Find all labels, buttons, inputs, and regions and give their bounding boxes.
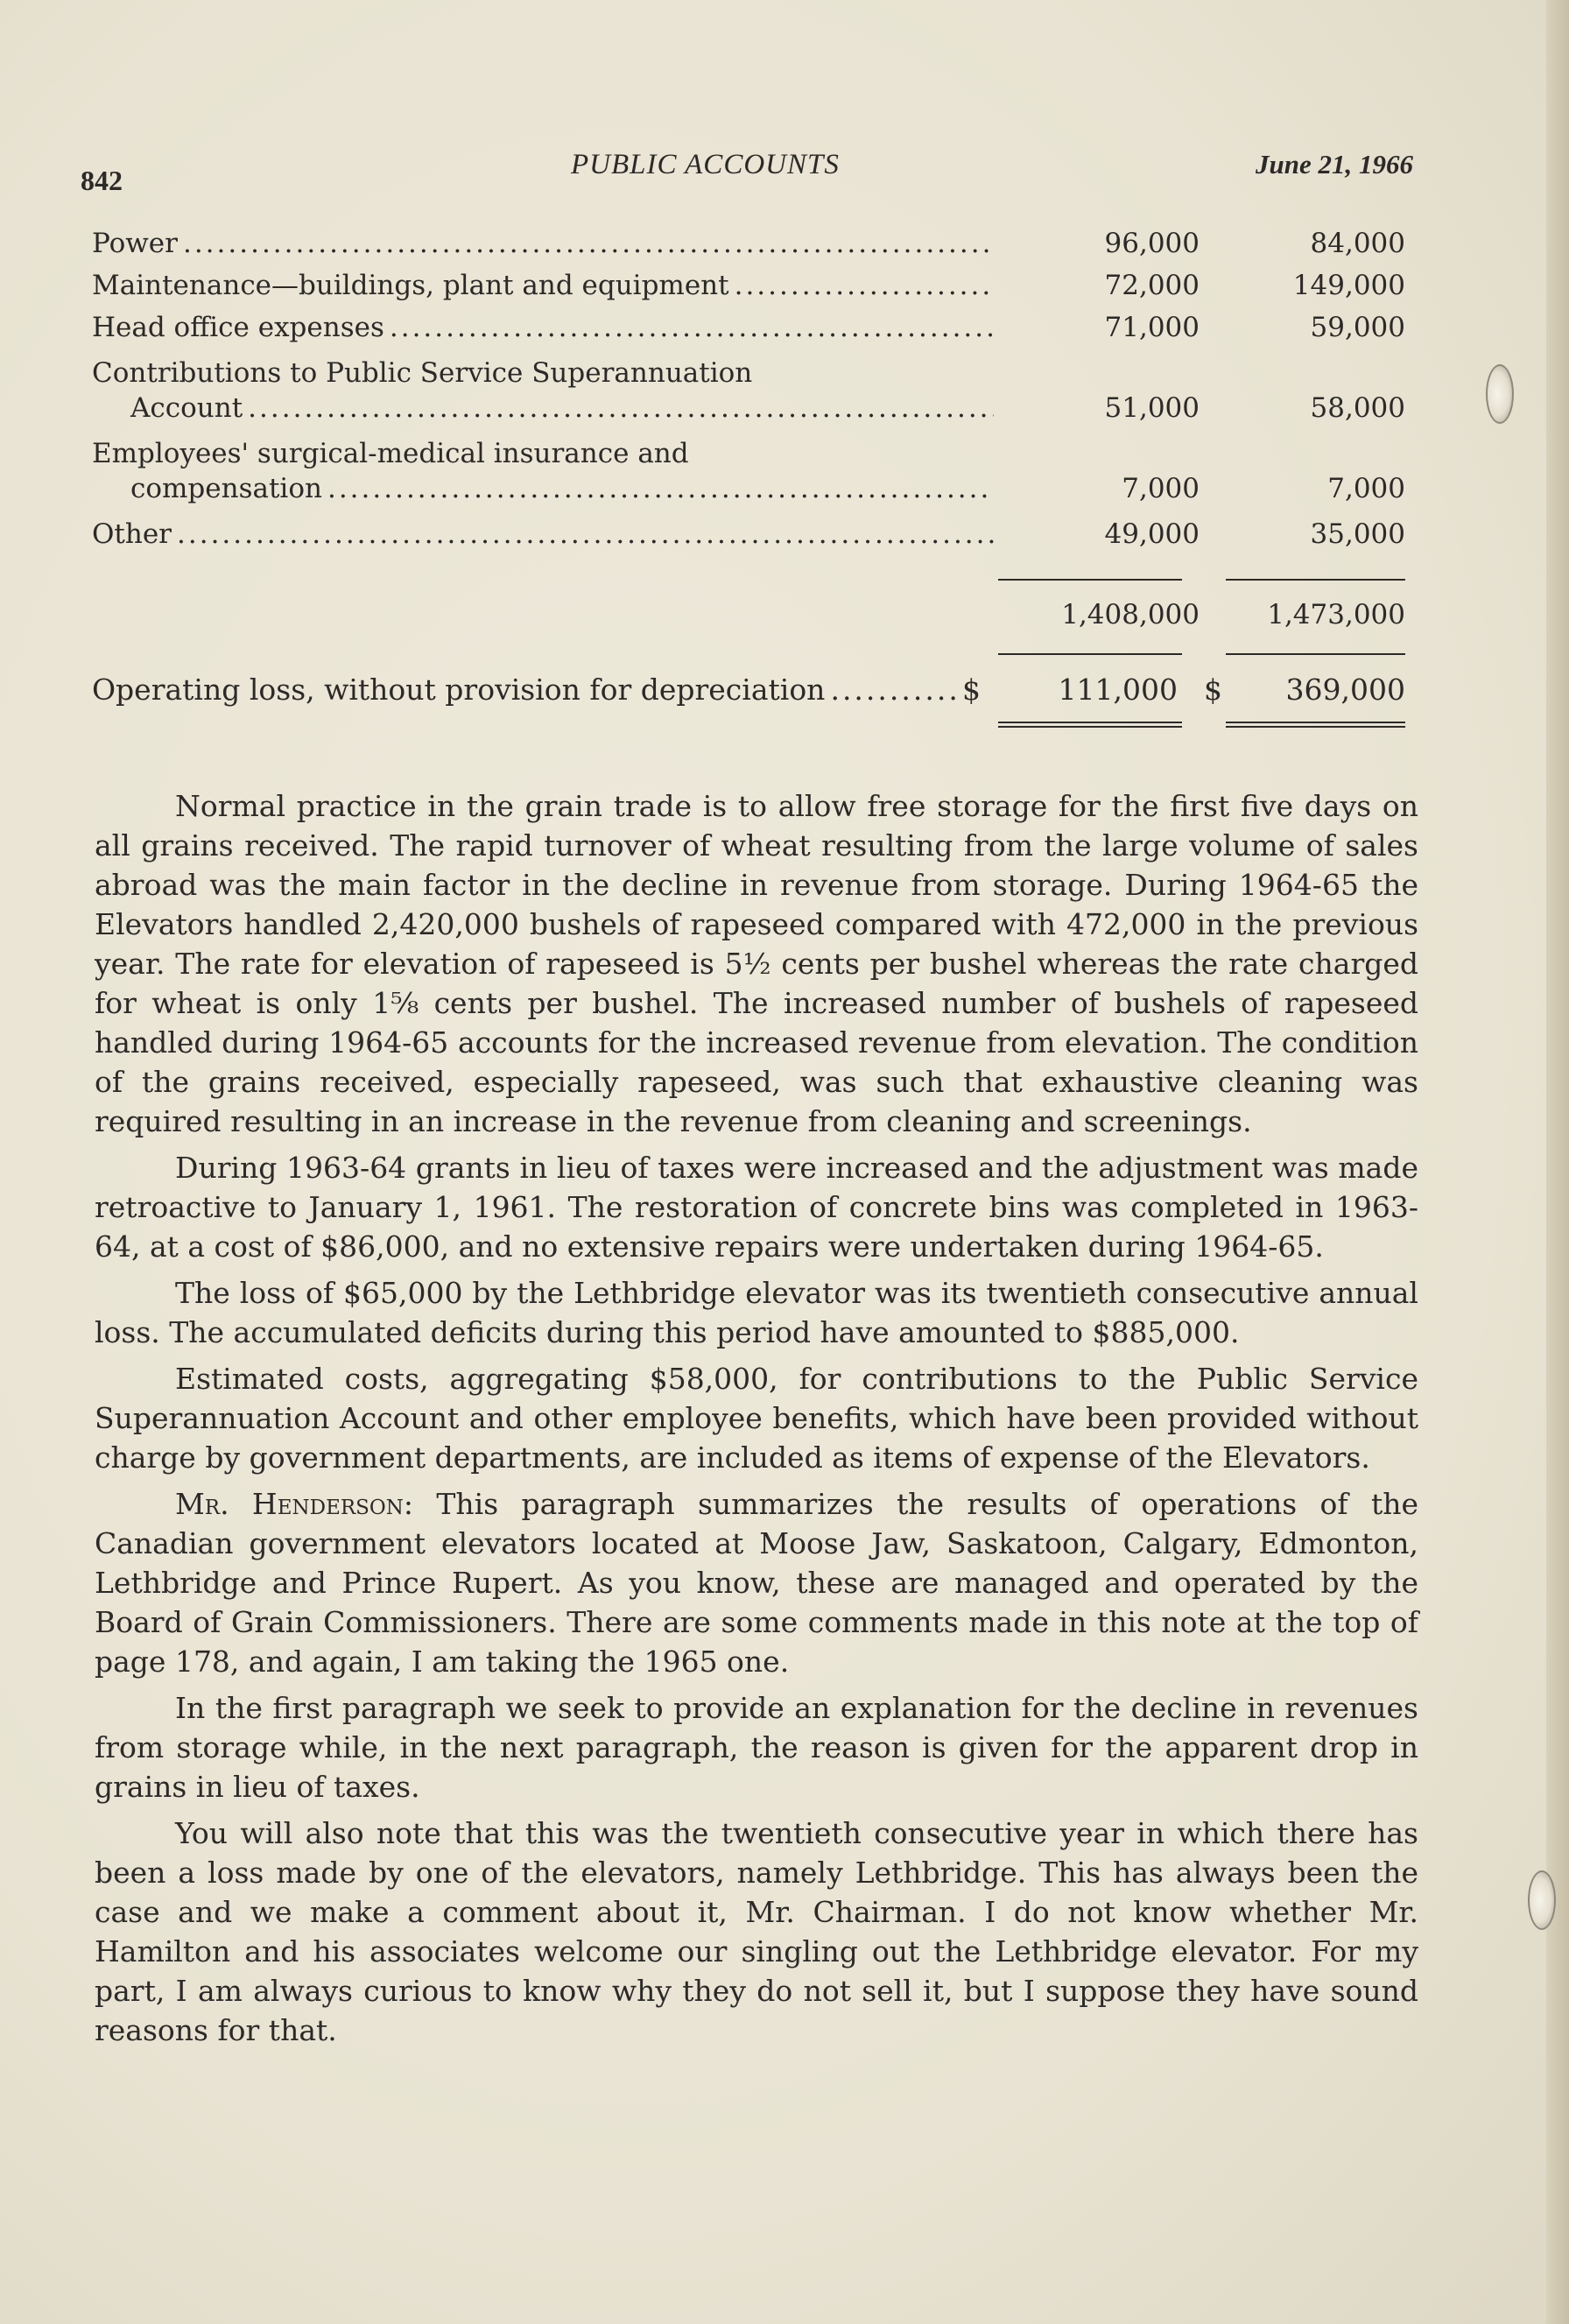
page-header xyxy=(81,149,1413,201)
dot-leader xyxy=(248,391,994,426)
value-1965: 49,000 xyxy=(1104,518,1200,550)
row-label-continuation: Account xyxy=(130,392,243,424)
value-1965: 7,000 xyxy=(1122,473,1200,504)
table-row xyxy=(92,303,1405,345)
value-1965: 96,000 xyxy=(1104,228,1200,259)
binder-hole xyxy=(1528,1870,1556,1930)
value-1964: 35,000 xyxy=(1310,518,1405,550)
body-text xyxy=(95,786,1418,2057)
operating-loss-row xyxy=(92,673,1405,707)
table-row xyxy=(92,219,1405,261)
dot-leader xyxy=(183,226,994,261)
value-1964: 7,000 xyxy=(1327,473,1405,504)
paragraph: Estimated costs, aggregating $58,000, for contributions to the Public Service Superannuation Account and other employee benefits, which have been provided without charge by government departments, are included as items of expense of the Elevators. xyxy=(95,1362,1418,1475)
table-row xyxy=(92,506,1405,552)
value-1964: 84,000 xyxy=(1310,228,1405,259)
value-1965: 51,000 xyxy=(1104,392,1200,424)
paragraph: Normal practice in the grain trade is to allow free storage for the first five days on all grains received. The rapid turnover of wheat resulting from the large volume of sales abroad was the main factor in the decline in revenue from storage. During 1964-65 the Elevators handled 2,420,000 bushels of rapeseed compared with 472,000 in the previous year. The rate for elevation of rapeseed is 5½ cents per bushel whereas the rate charged for wheat is only 1⅝ cents per bushel. The increased number of bushels of rapeseed handled during 1964-65 accounts for the increased revenue from elevation. The condition of the grains received, especially rapeseed, was such that exhaustive cleaning was required resulting in an increase in the revenue from cleaning and screenings. xyxy=(95,789,1418,1138)
row-label: Head office expenses xyxy=(92,312,384,343)
row-label-continuation: compensation xyxy=(130,473,322,504)
paragraph: In the first paragraph we seek to provide an explanation for the decline in revenues from storage while, in the next paragraph, the reason is given for the apparent drop in grains in lieu of taxes. xyxy=(95,1691,1418,1804)
value-1964: 58,000 xyxy=(1310,392,1405,424)
row-label: Employees' surgical-medical insurance and xyxy=(92,438,689,469)
currency-symbol: $ xyxy=(962,673,981,707)
double-rule xyxy=(1226,722,1405,728)
total-rule xyxy=(1226,653,1405,655)
paragraph: You will also note that this was the twentieth consecutive year in which there has been a loss made by one of the elevators, namely Lethbridge. This has always been the case and we make a comment about it, Mr. Chairman. I do not know whether Mr. Hamilton and his associates welcome our singling out the Lethbridge elevator. For my part, I am always curious to know why they do not sell it, but I suppose they have sound reasons for that. xyxy=(95,1816,1418,2047)
paragraph: The loss of $65,000 by the Lethbridge elevator was its twentieth consecutive annual loss. The accumulated deficits during this period have amounted to $885,000. xyxy=(95,1276,1418,1349)
speaker-text: This paragraph summarizes the results of operations of the Canadian government elevators located at Moose Jaw, Saskatoon, Calgary, Edmonton, Lethbridge and Prince Rupert. As you know, these are managed and operated by the Board of Grain Commissioners. There are some comments made in this note at the top of page 178, and again, I am taking the 1965 one. xyxy=(95,1487,1418,1679)
operating-loss-label: Operating loss, without provision for depreciation xyxy=(92,673,826,707)
operating-loss-1965: 111,000 xyxy=(1058,673,1178,707)
dot-leader xyxy=(327,471,994,506)
total-1964: 1,473,000 xyxy=(1267,599,1405,630)
table-row xyxy=(92,261,1405,303)
row-label: Maintenance—buildings, plant and equipment xyxy=(92,270,729,301)
dot-leader xyxy=(830,673,962,707)
value-1964: 59,000 xyxy=(1310,312,1405,343)
row-label: Other xyxy=(92,518,172,550)
running-title: PUBLIC ACCOUNTS xyxy=(571,149,840,180)
page-edge xyxy=(1546,0,1569,2324)
total-rule xyxy=(998,653,1182,655)
binder-hole xyxy=(1486,364,1514,424)
value-1964: 149,000 xyxy=(1292,270,1405,301)
row-label: Power xyxy=(92,228,178,259)
subtotal-rule xyxy=(998,579,1182,581)
dot-leader xyxy=(177,517,994,552)
table-row xyxy=(92,345,1405,426)
operating-loss-1964: $ 369,000 xyxy=(1204,673,1405,707)
double-rule xyxy=(998,722,1182,728)
value-1965: 71,000 xyxy=(1104,312,1200,343)
running-date: June 21, 1966 xyxy=(1256,149,1413,180)
value-1965: 72,000 xyxy=(1104,270,1200,301)
expense-table xyxy=(92,219,1405,632)
row-label: Contributions to Public Service Superannuation xyxy=(92,357,753,389)
currency-symbol: $ xyxy=(1204,673,1222,707)
speaker-paragraph xyxy=(95,1484,1418,1681)
dot-leader xyxy=(735,268,994,303)
table-row xyxy=(92,426,1405,506)
subtotal-rule xyxy=(1226,579,1405,581)
page-number: 842 xyxy=(81,165,123,196)
totals-row xyxy=(92,552,1405,632)
dot-leader xyxy=(390,310,994,345)
total-1965: 1,408,000 xyxy=(1061,599,1200,630)
paragraph: During 1963-64 grants in lieu of taxes were increased and the adjustment was made retroactive to January 1, 1961. The restoration of concrete bins was completed in 1963-64, at a cost of $86,000, and no extensive repairs were undertaken during 1964-65. xyxy=(95,1151,1418,1264)
speaker-name: Mr. Henderson: xyxy=(175,1487,414,1521)
